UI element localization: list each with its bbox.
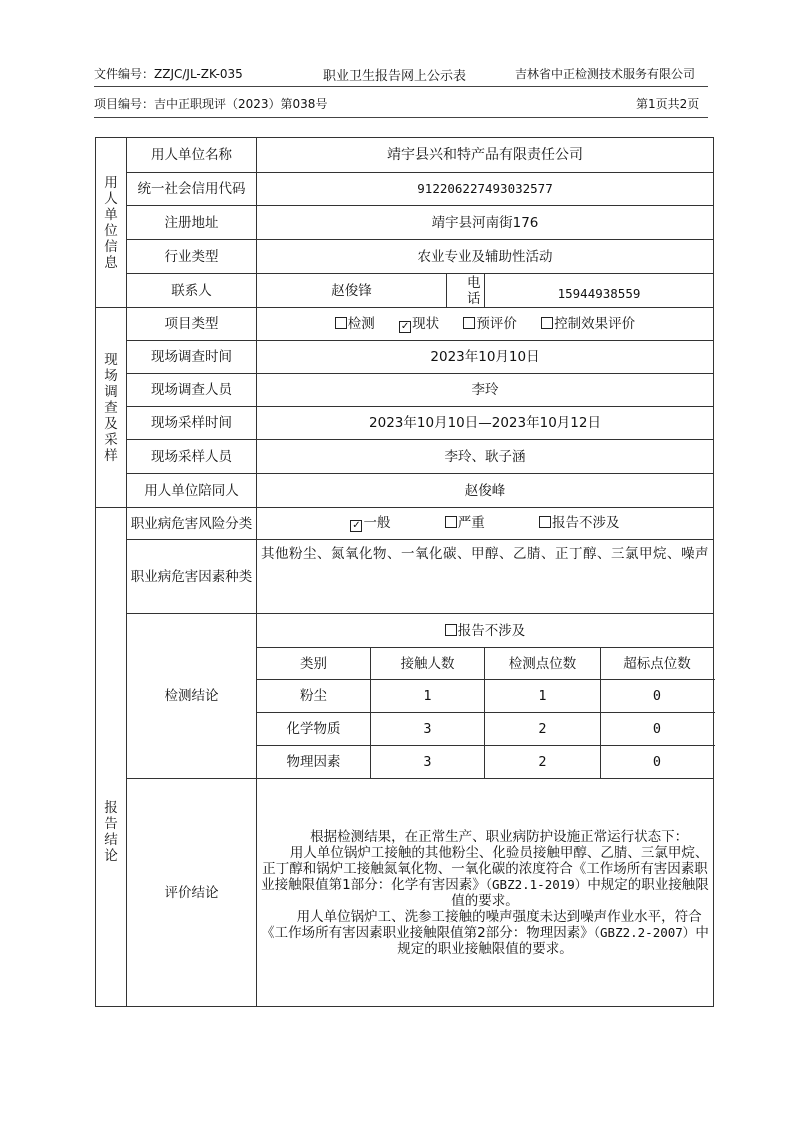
row-sampling-staff [96,440,714,474]
row-hazard-factors [96,540,714,614]
cell-exceed-points: 0 [601,713,714,746]
document-title: 职业卫生报告网上公示表 [323,69,467,84]
option-status[interactable]: ✓ 现状 [400,315,440,332]
cell-category: 物理因素 [257,746,371,779]
credit-code-label: 统一社会信用代码 [127,173,257,206]
escort-label: 用人单位陪同人 [127,474,257,508]
company-name: 吉林省中正检测技术服务有限公司 [515,67,696,81]
risk-class-options [257,508,714,540]
header-category: 类别 [257,648,371,680]
cell-test-points: 2 [485,713,601,746]
industry-value: 农业专业及辅助性活动 [257,240,714,274]
employer-name-label: 用人单位名称 [127,138,257,173]
cell-exceed-points: 0 [601,680,714,713]
survey-staff-label: 现场调查人员 [127,374,257,407]
employer-name-value: 靖宇县兴和特产品有限责任公司 [257,138,714,173]
phone-value [485,274,714,308]
survey-staff-value: 李玲 [257,374,714,407]
option-control-effect[interactable]: 控制效果评价 [541,316,635,332]
evaluation-paragraph-3: 用人单位锅炉工、洗参工接触的噪声强度未达到噪声作业水平，符合《工作场所有害因素职业接触限值第2部分：物理因素》（GBZ2.2-2007）中规定的职业接触限值的要求。 [261,908,709,957]
section-employer-title: 用人单位信息 [96,138,127,308]
file-number: 文件编号：ZZJC/JL-ZK-035 [94,67,243,81]
option-pre-evaluation[interactable]: 预评价 [463,316,517,332]
row-detect-not-involved [96,614,714,648]
hazard-factors-value: 其他粉尘、氮氧化物、一氧化碳、甲醇、乙腈、正丁醇、三氯甲烷、噪声 [257,540,714,614]
row-credit-code [96,173,714,206]
address-value: 靖宇县河南街176 [257,206,714,240]
row-sampling-time [96,407,714,440]
page-info: 第1页共2页 [636,97,700,111]
header-rule-top [94,86,708,87]
checkbox-risk-general-checked[interactable]: ✓ [352,520,361,531]
checkbox-risk-severe[interactable] [445,516,457,528]
section-survey-title: 现场调查及采样 [96,308,127,508]
credit-code-value [257,173,714,206]
cell-category: 粉尘 [257,680,371,713]
header-rule-bottom [94,117,708,118]
project-type-options [257,308,714,341]
option-detection[interactable]: 检测 [335,316,375,332]
checkbox-detect-not-involved[interactable] [445,624,457,636]
row-address [96,206,714,240]
project-type-label: 项目类型 [127,308,257,341]
checkbox-risk-not-involved[interactable] [539,516,551,528]
option-risk-general[interactable]: ✓ 一般 [352,515,391,531]
cell-test-points: 2 [485,746,601,779]
evaluation-conclusion-text [257,779,714,1007]
row-industry [96,240,714,274]
header-exposed-count: 接触人数 [371,648,485,680]
survey-time-label: 现场调查时间 [127,341,257,374]
option-risk-severe[interactable]: 严重 [445,515,485,531]
credit-code-text: 912206227493032577 [417,181,553,196]
checkbox-pre-evaluation[interactable] [463,317,475,329]
header-exceed-points: 超标点位数 [601,648,714,680]
phone-label: 电话 [447,274,485,308]
row-project-type [96,308,714,341]
contact-value: 赵俊锋 [257,274,447,308]
cell-exposed: 3 [371,713,485,746]
row-escort [96,474,714,508]
checkbox-status-checked[interactable]: ✓ [400,320,410,332]
detect-not-involved-option[interactable]: 报告不涉及 [257,614,714,648]
sampling-time-value: 2023年10月10日—2023年10月12日 [257,407,714,440]
row-survey-staff [96,374,714,407]
evaluation-paragraph-1: 根据检测结果，在正常生产、职业病防护设施正常运行状态下： [310,828,689,845]
option-risk-not-involved[interactable]: 报告不涉及 [539,515,620,531]
detection-conclusion-label: 检测结论 [127,614,257,779]
survey-time-value: 2023年10月10日 [257,341,714,374]
sampling-staff-label: 现场采样人员 [127,440,257,474]
header-test-points: 检测点位数 [485,648,601,680]
checkbox-detection[interactable] [335,317,347,329]
row-contact [96,274,714,308]
row-evaluation [96,779,714,1007]
cell-test-points: 1 [485,680,601,713]
escort-value: 赵俊峰 [257,474,714,508]
risk-class-label: 职业病危害风险分类 [127,508,257,540]
sampling-time-label: 现场采样时间 [127,407,257,440]
evaluation-conclusion-label: 评价结论 [127,779,257,1007]
contact-label: 联系人 [127,274,257,308]
disclosure-form [95,137,714,1007]
industry-label: 行业类型 [127,240,257,274]
row-employer-name [96,138,714,173]
row-survey-time [96,341,714,374]
sampling-staff-value: 李玲、耿子涵 [257,440,714,474]
checkbox-control-effect[interactable] [541,317,553,329]
project-number: 项目编号：吉中正职现评（2023）第038号 [94,97,328,111]
phone-text: 15944938559 [557,285,641,301]
cell-exposed: 1 [371,680,485,713]
address-label: 注册地址 [127,206,257,240]
cell-exceed-points: 0 [601,746,714,779]
row-risk-class [96,508,714,540]
evaluation-paragraph-2: 用人单位锅炉工接触的其他粉尘、化验员接触甲醇、乙腈、三氯甲烷、正丁醇和锅炉工接触氮氧化物、一氧化碳的浓度符合《工作场所有害因素职业接触限值第1部分：化学有害因素》（GBZ2.1-2019）中规定的职业接触限值的要求。 [261,844,709,909]
section-conclusion-title: 报告结论 [96,508,127,1007]
cell-category: 化学物质 [257,713,371,746]
hazard-factors-label: 职业病危害因素种类 [127,540,257,614]
cell-exposed: 3 [371,746,485,779]
